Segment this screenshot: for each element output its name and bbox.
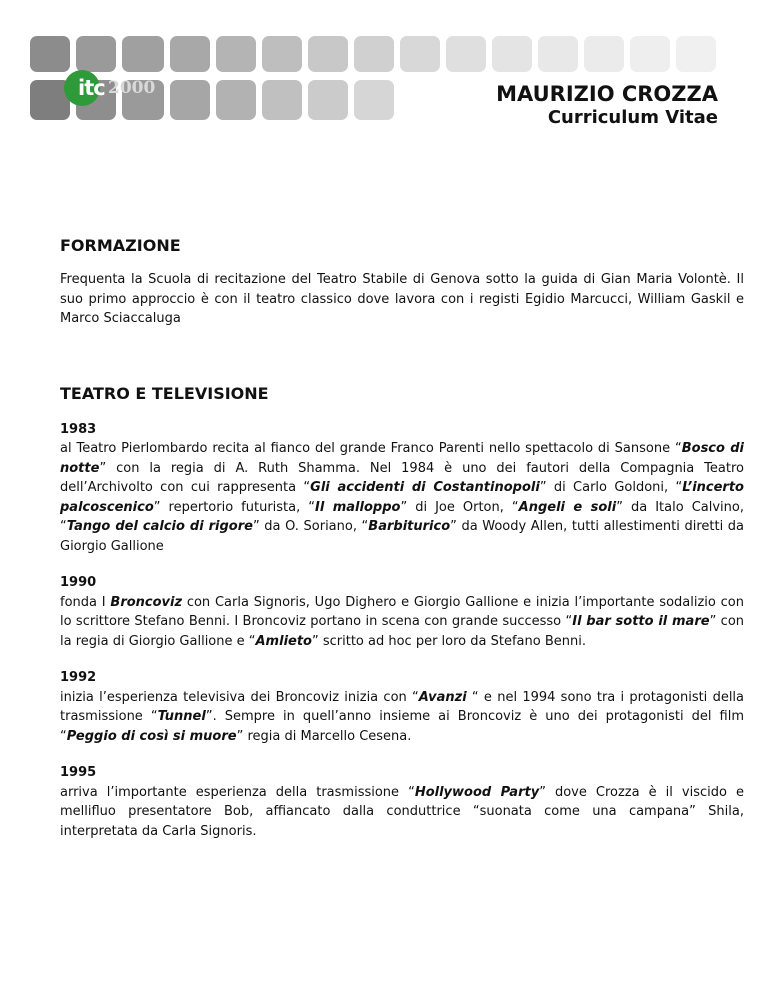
entry-year: 1995 [60, 765, 97, 780]
section-heading-teatro: TEATRO E TELEVISIONE [60, 383, 269, 403]
document-subtitle: Curriculum Vitae [547, 107, 718, 128]
entry-text: inizia l’esperienza televisiva dei Broncoviz inizia con “Avanzi “ e nel 1994 sono tra i protagonisti della trasmissione “Tunnel”. Sempre in quell’anno insieme ai Broncoviz è uno dei protagonisti del film “Peggio di così si muore” regia di Marcello Cesena. [60, 689, 745, 744]
entry-1992 [60, 668, 744, 746]
entry-text: arriva l’importante esperienza della trasmissione “Hollywood Party” dove Crozza è il viscido e mellifluo presentatore Bob, affiancato dalla conduttrice “suonata come una campana” Shila, interpretata da Carla Signoris. [60, 784, 744, 839]
entry-year: 1990 [60, 575, 97, 590]
formazione-text: Frequenta la Scuola di recitazione del Teatro Stabile di Genova sotto la guida di Gian Maria Volontè. Il suo primo approccio è con il teatro classico dove lavora con i registi Egidio Marcucci, William Gaskil e Marco Sciaccaluga [60, 272, 744, 326]
entry-text: al Teatro Pierlombardo recita al fianco del grande Franco Parenti nello spettacolo di Sansone “Bosco di notte” con la regia di A. Ruth Shamma. Nel 1984 è uno dei fautori della Compagnia Teatro dell’Archivolto con cui rappresenta “Gli accidenti di Costantinopoli” di Carlo Goldoni, “L’incerto palcoscenico” repertorio futurista, “Il malloppo” di Joe Orton, “Angeli e soli” da Italo Calvino, “Tango del calcio di rigore” da O. Soriano, “Barbiturico” da Woody Allen, tutti allestimenti diretti da Giorgio Gallione [60, 441, 744, 554]
person-name: MAURIZIO CROZZA [496, 82, 718, 106]
header-title-block [496, 82, 718, 129]
logo-year: 2000 [108, 78, 156, 98]
section-heading-formazione: FORMAZIONE [60, 236, 181, 255]
entry-text: fonda I Broncoviz con Carla Signoris, Ugo Dighero e Giorgio Gallione e inizia l’importante sodalizio con lo scrittore Stefano Benni. I Broncoviz portano in scena con grande successo “Il bar sotto il mare” con la regia di Giorgio Gallione e “Amlieto” scritto ad hoc per loro da Stefano Benni. [60, 594, 745, 649]
logo-text: itc [78, 76, 105, 100]
cv-body [60, 236, 744, 841]
entry-year: 1983 [60, 421, 97, 437]
entry-1995 [60, 763, 744, 841]
entry-1983 [60, 420, 744, 557]
entry-1990 [60, 573, 744, 651]
entry-year: 1992 [60, 670, 97, 685]
